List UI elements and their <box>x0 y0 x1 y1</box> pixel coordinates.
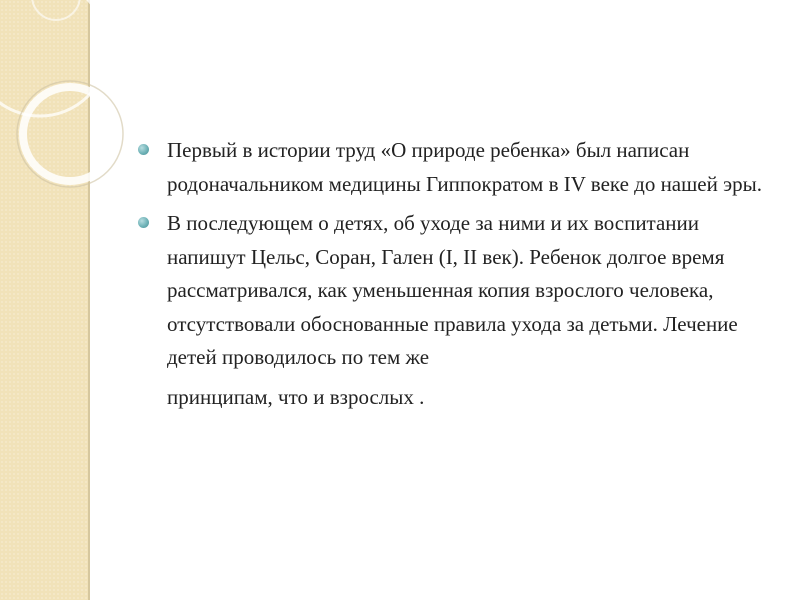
bullet-text: В последующем о детях, об уходе за ними и их воспитании напишут Цельс, Соран, Гален (I, II век). Ребенок долгое время рассматривался, как уменьшенная копия взрослого человека, отсутствовали обоснованные правила ухода за детьми. Лечение детей проводилось по тем же <box>167 211 738 369</box>
bullet-text: Первый в истории труд «О природе ребенка» был написан родоначальником медицины Гиппократом в IV веке до нашей эры. <box>167 138 762 196</box>
bullet-marker-icon <box>138 217 149 228</box>
ornament-ring-large <box>0 0 108 116</box>
ornament-ring-medium-outline <box>17 81 123 187</box>
ornament-ring-small <box>32 0 80 20</box>
ornament-ring-medium <box>23 87 117 181</box>
bullet-text-tail: принципам, что и взрослых . <box>167 384 425 409</box>
bullet-marker-icon <box>138 144 149 155</box>
slide-body <box>138 134 778 420</box>
bullet-item <box>138 207 778 414</box>
bullet-item <box>138 134 778 201</box>
